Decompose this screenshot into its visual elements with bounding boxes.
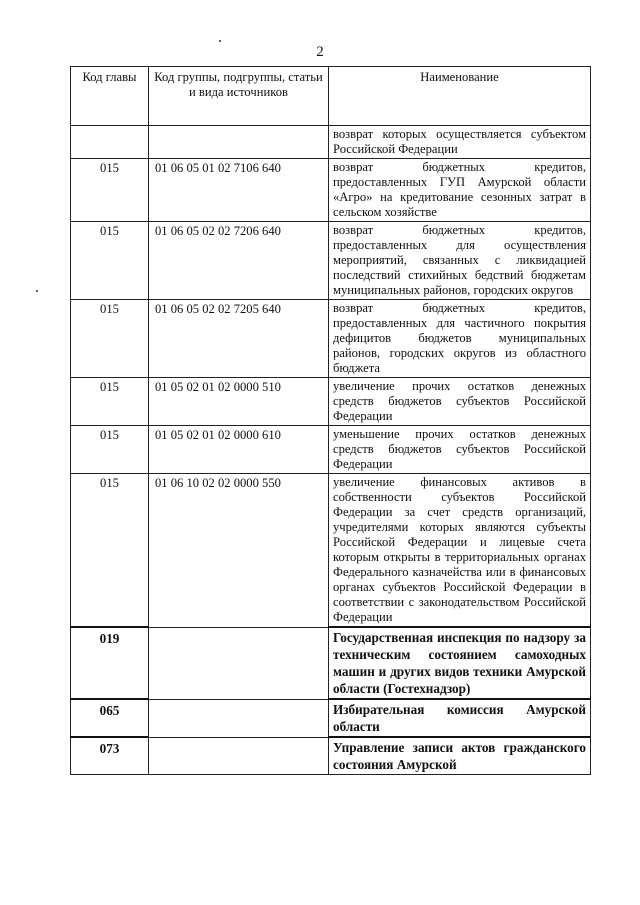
chapter-code-cell: 015 <box>71 378 149 426</box>
source-code-cell: 01 06 05 02 02 7205 640 <box>149 300 329 378</box>
source-code-cell: 01 06 05 02 02 7206 640 <box>149 222 329 300</box>
chapter-code-cell: 015 <box>71 222 149 300</box>
table-row <box>71 426 591 474</box>
agency-name-cell: Управление записи актов гражданского состояния Амурской <box>329 737 591 775</box>
name-cell: уменьшение прочих остатков денежных средств бюджетов субъектов Российской Федерации <box>329 426 591 474</box>
source-code-cell <box>149 737 329 775</box>
header-name: Наименование <box>329 67 591 126</box>
table-row <box>71 474 591 628</box>
chapter-code-cell: 015 <box>71 159 149 222</box>
chapter-code-cell: 015 <box>71 426 149 474</box>
chapter-code-cell <box>71 126 149 159</box>
chapter-code-cell: 015 <box>71 300 149 378</box>
source-code-cell <box>149 627 329 699</box>
table-row <box>71 378 591 426</box>
table-row <box>71 159 591 222</box>
source-code-cell <box>149 699 329 737</box>
source-code-cell <box>149 126 329 159</box>
header-chapter-code: Код главы <box>71 67 149 126</box>
name-cell: возврат бюджетных кредитов, предоставленных для осуществления мероприятий, связанных с ликвидацией последствий стихийных бедствий бюджетам муниципальных районов, городских округов <box>329 222 591 300</box>
chapter-code-cell: 019 <box>71 627 149 699</box>
chapter-code-cell: 015 <box>71 474 149 628</box>
table-row <box>71 222 591 300</box>
table-row <box>71 126 591 159</box>
scan-speck <box>219 40 221 42</box>
source-code-cell: 01 06 10 02 02 0000 550 <box>149 474 329 628</box>
table-row <box>71 300 591 378</box>
name-cell: возврат бюджетных кредитов, предоставленных для частичного покрытия дефицитов бюджетов муниципальных районов, городских округов из областного бюджета <box>329 300 591 378</box>
table-row-agency <box>71 699 591 737</box>
name-cell: возврат бюджетных кредитов, предоставленных ГУП Амурской области «Агро» на кредитование сезонных затрат в сельском хозяйстве <box>329 159 591 222</box>
header-group-code: Код группы, подгруппы, статьи и вида источников <box>149 67 329 126</box>
source-code-cell: 01 05 02 01 02 0000 610 <box>149 426 329 474</box>
agency-name-cell: Избирательная комиссия Амурской области <box>329 699 591 737</box>
name-cell: увеличение финансовых активов в собственности субъектов Российской Федерации за счет средств организаций, учредителями которых являются субъекты Российской Федерации и лицевые счета которым открыты в территориальных органах Федерального казначейства или в финансовых органах субъектов Российской Федерации в соответствии с законодательством Российской Федерации <box>329 474 591 628</box>
chapter-code-cell: 065 <box>71 699 149 737</box>
name-cell: увеличение прочих остатков денежных средств бюджетов субъектов Российской Федерации <box>329 378 591 426</box>
source-code-cell: 01 06 05 01 02 7106 640 <box>149 159 329 222</box>
name-cell: возврат которых осуществляется субъектом Российской Федерации <box>329 126 591 159</box>
chapter-code-cell: 073 <box>71 737 149 775</box>
page-number: 2 <box>316 44 324 60</box>
table-row-agency <box>71 627 591 699</box>
scan-speck <box>36 290 38 292</box>
agency-name-cell: Государственная инспекция по надзору за техническим состоянием самоходных машин и других видов техники Амурской области (Гостехнадзор) <box>329 627 591 699</box>
table-header-row <box>71 67 591 126</box>
source-code-cell: 01 05 02 01 02 0000 510 <box>149 378 329 426</box>
sources-table <box>70 66 591 775</box>
table-row-agency <box>71 737 591 775</box>
